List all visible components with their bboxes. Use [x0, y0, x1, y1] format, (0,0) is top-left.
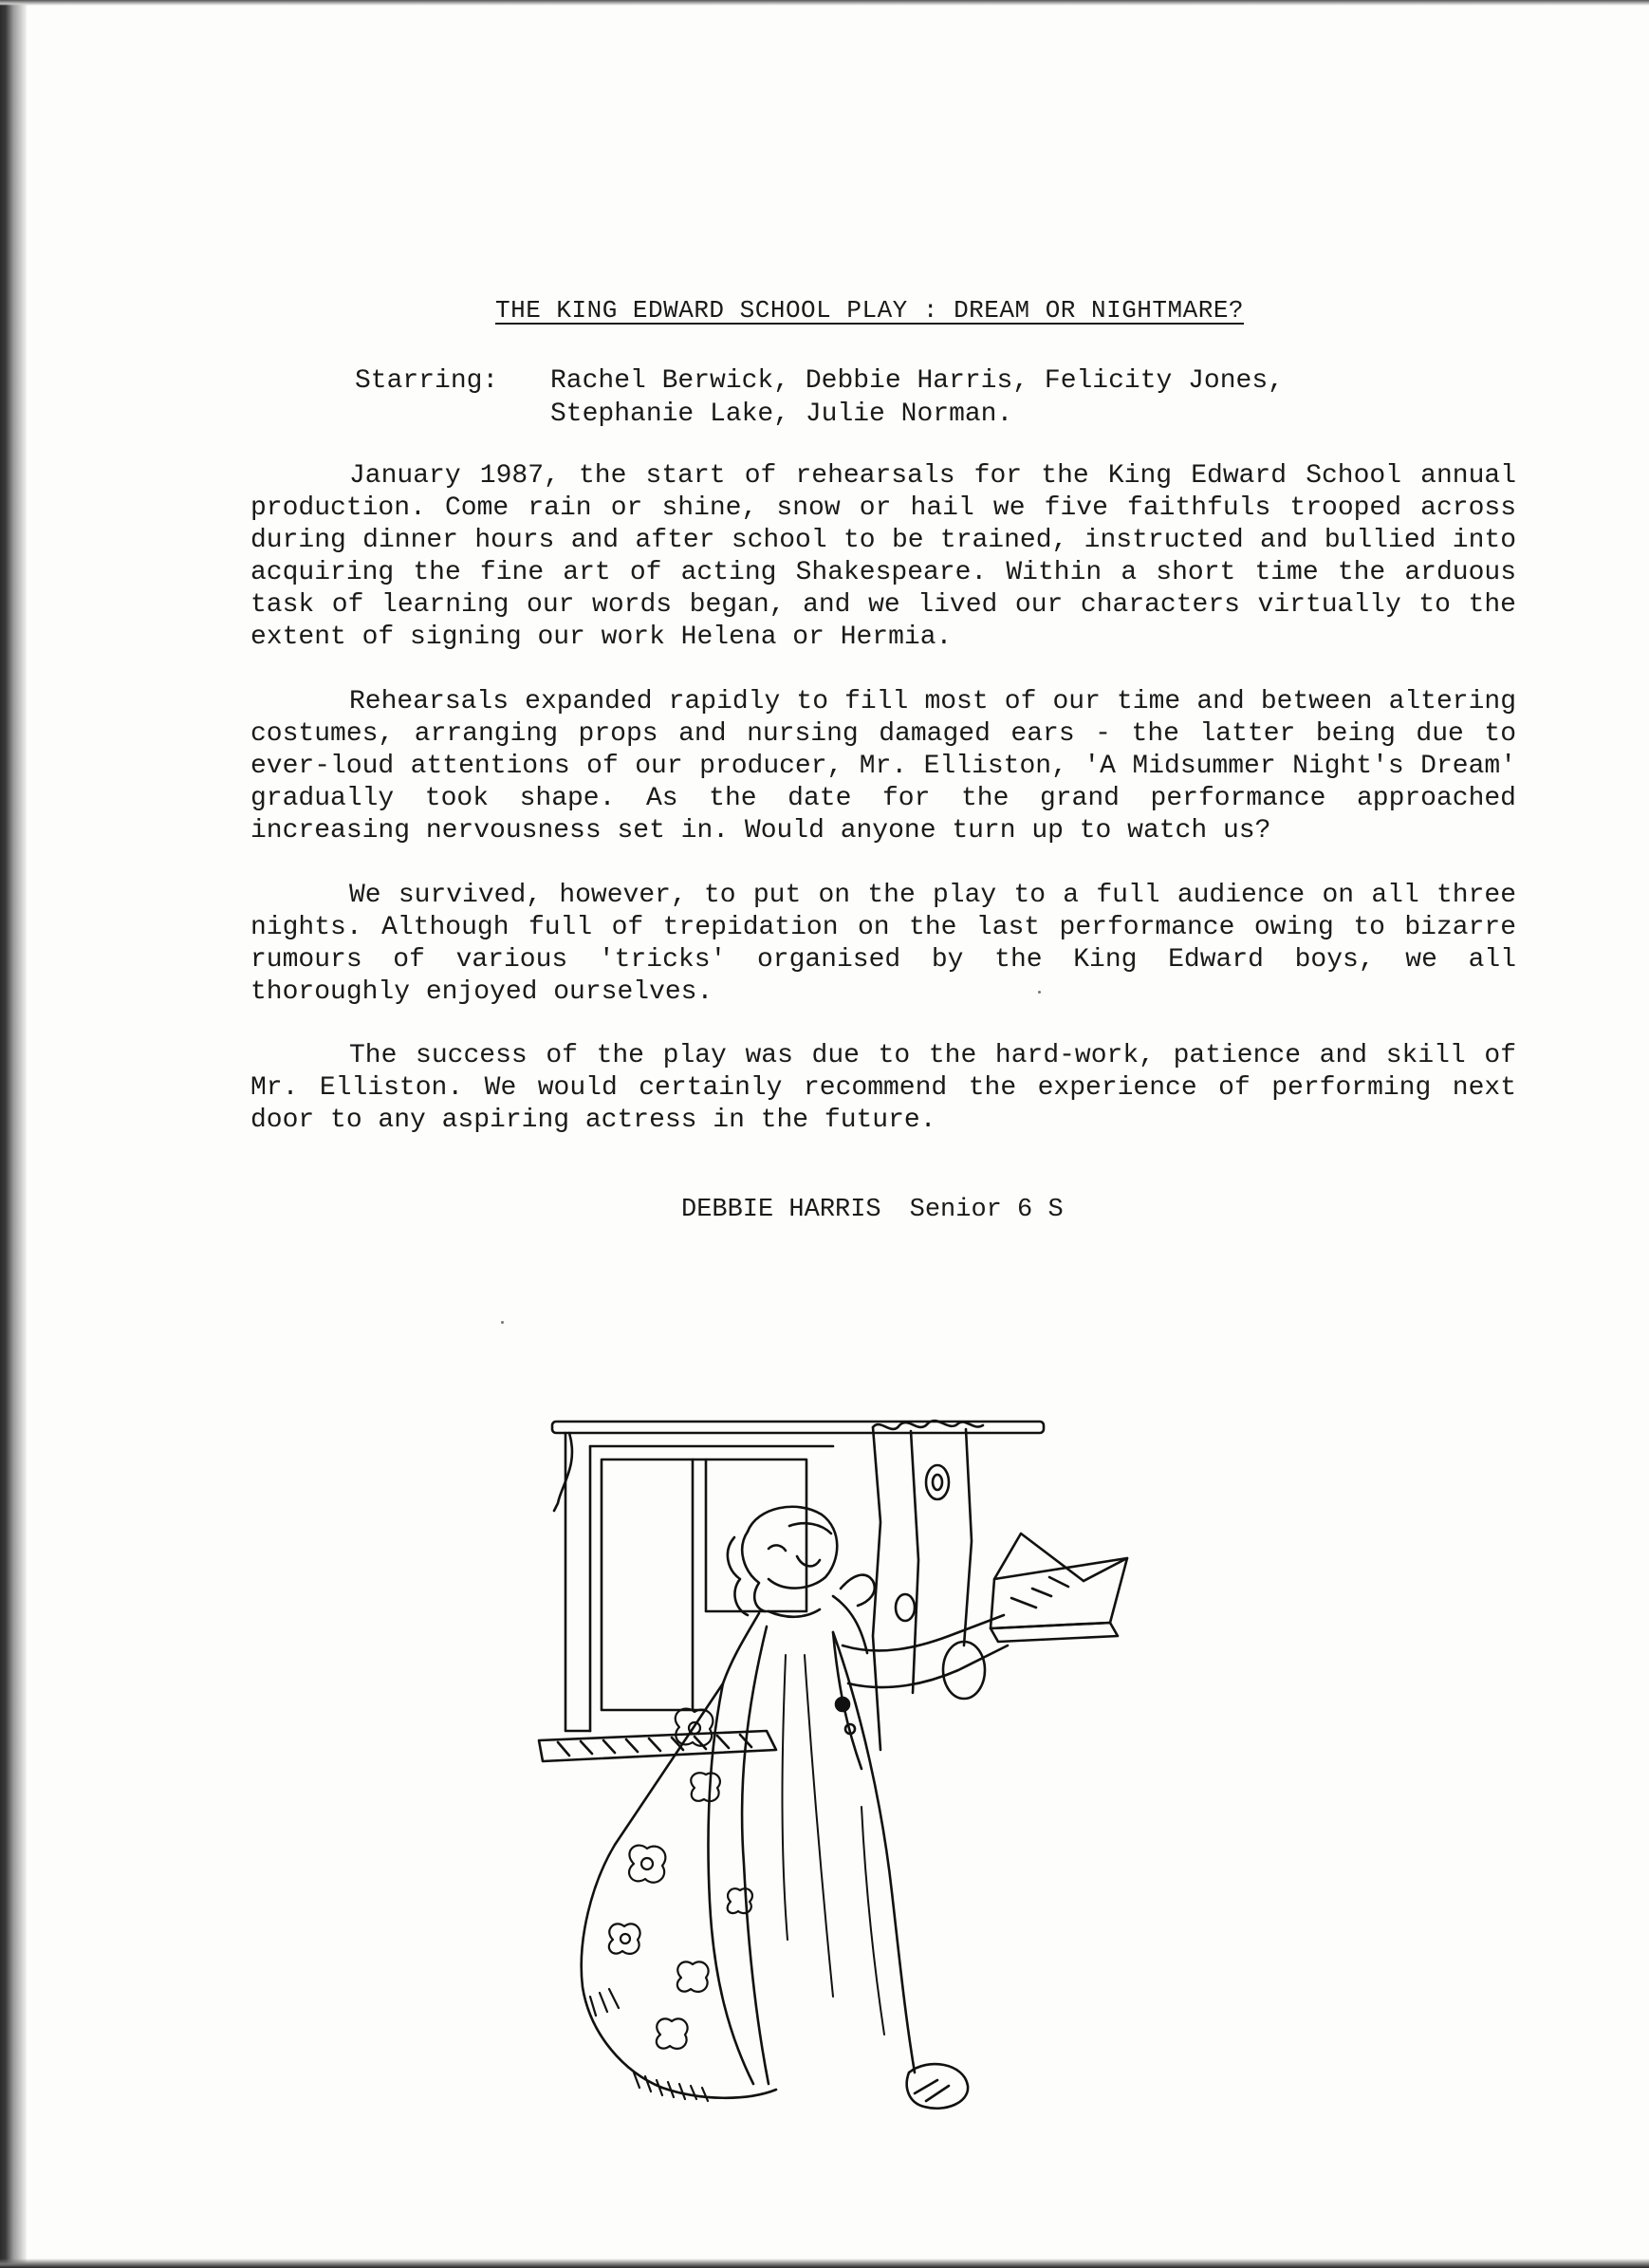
page-top-edge: [0, 0, 1649, 6]
page-binding-edge: [0, 0, 27, 2268]
starring-names-line-1: Rachel Berwick, Debbie Harris, Felicity Jones,: [550, 366, 1284, 396]
paper-speck: [501, 1321, 504, 1324]
article-title: THE KING EDWARD SCHOOL PLAY : DREAM OR NIGHTMARE?: [495, 296, 1245, 325]
starring-names-line-2: Stephanie Lake, Julie Norman.: [550, 400, 1013, 429]
author-name: DEBBIE HARRIS: [681, 1196, 881, 1224]
author-signature: [681, 1196, 1092, 1224]
author-form: Senior 6 S: [909, 1196, 1064, 1224]
actress-drawing: [520, 1408, 1203, 2110]
paper-speck: [1038, 991, 1041, 994]
starring-names: [550, 364, 1284, 431]
starring-label: Starring:: [355, 366, 499, 396]
paragraph-rehearsals-start: January 1987, the start of rehearsals for the King Edward School annual production. Come rain or shine, snow or hail we five faithfuls trooped across during dinner hours and after school to be trained, instructed and bullied into acquiring the fine art of acting Shakespeare. Within a short time the arduous task of learning our words began, and we lived our characters virtually to the extent of signing our work Helena or Hermia.: [250, 461, 1516, 652]
page-bottom-edge: [0, 2259, 1649, 2268]
paragraph-rehearsals-expand: Rehearsals expanded rapidly to fill most of our time and between altering costumes, arranging props and nursing damaged ears - the latter being due to ever-loud attentions of our producer, Mr. Elliston, 'A Midsummer Night's Dream' gradually took shape. As the date for the grand performance approached increasing nervousness set in. Would anyone turn up to watch us?: [250, 687, 1516, 846]
curtain-drawing: [873, 1421, 983, 1750]
actress-figure: [582, 1507, 1127, 2109]
paragraph-performance: We survived, however, to put on the play to a full audience on all three nights. Although full of trepidation on the last performance owing to bizarre rumours of various 'tricks' organised by the King Edward boys, we all thoroughly enjoyed ourselves.: [250, 881, 1516, 1007]
paragraph-conclusion: The success of the play was due to the hard-work, patience and skill of Mr. Elliston. We would certainly recommend the experience of performing next door to any aspiring actress in the future.: [250, 1041, 1516, 1135]
